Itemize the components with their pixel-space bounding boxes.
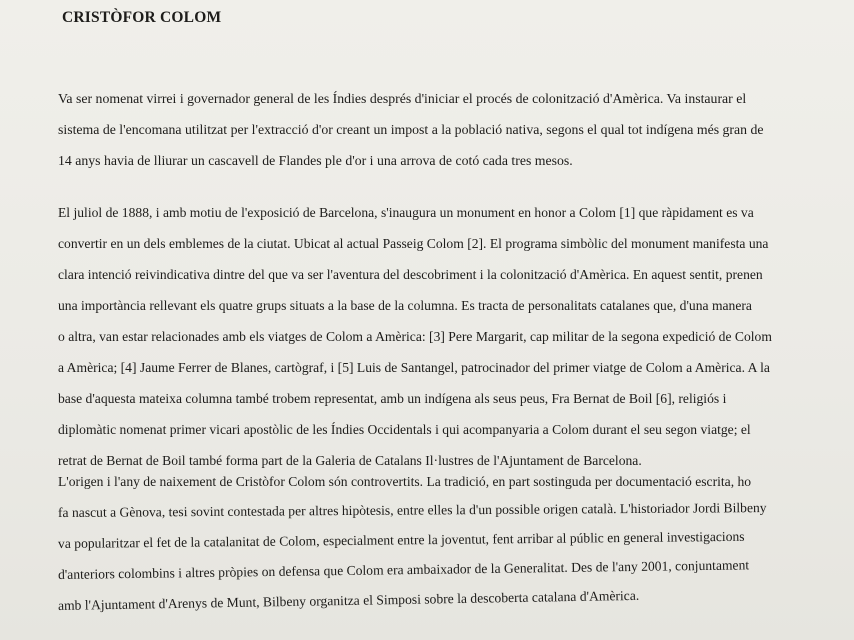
text-line: convertir en un dels emblemes de la ciutat. Ubicat al actual Passeig Colom [2]. El programa simbòlic del monument manifesta una <box>58 236 769 251</box>
paragraph-2 <box>58 197 848 476</box>
text-line: clara intenció reivindicativa dintre del que va ser l'aventura del descobriment i la colonització d'Amèrica. En aquest sentit, prenen <box>58 267 763 282</box>
document-title: CRISTÒFOR COLOM <box>62 9 222 26</box>
text-line: o altra, van estar relacionades amb els viatges de Colom a Amèrica: [3] Pere Margarit, cap militar de la segona expedició de Colom <box>58 329 772 344</box>
text-line: fa nascut a Gènova, tesi sovint contestada per altres hipòtesis, entre elles la d'un possible origen català. L'historiador Jordi Bilbeny <box>57 500 767 520</box>
text-line: L'origen i l'any de naixement de Cristòfor Colom són controvertits. La tradició, en part sostinguda per documentació escrita, ho <box>58 474 752 489</box>
paragraph-1 <box>58 83 848 176</box>
paragraph-3 <box>58 466 848 621</box>
text-line: amb l'Ajuntament d'Arenys de Munt, Bilbeny organitza el Simposi sobre la descoberta catalana d'Amèrica. <box>57 587 640 613</box>
text-line: 14 anys havia de lliurar un cascavell de Flandes ple d'or i una arrova de cotó cada tres mesos. <box>58 153 573 168</box>
text-line: Va ser nomenat virrei i governador general de les Índies després d'iniciar el procés de colonització d'Amèrica. Va instaurar el <box>58 91 747 106</box>
text-line: sistema de l'encomana utilitzat per l'extracció d'or creant un impost a la població nativa, segons el qual tot indígena més gran de <box>58 122 764 137</box>
text-line: una importància rellevant els quatre grups situats a la base de la columna. Es tracta de personalitats catalanes que, d'una manera <box>58 298 752 313</box>
text-line: d'anteriors colombins i altres pròpies on defensa que Colom era ambaixador de la Generalitat. Des de l'any 2001, conjuntament <box>57 557 750 582</box>
text-line: a Amèrica; [4] Jaume Ferrer de Blanes, cartògraf, i [5] Luis de Santangel, patrocinador del primer viatge de Colom a Amèrica. A la <box>58 360 770 375</box>
text-line: retrat de Bernat de Boil també forma part de la Galeria de Catalans Il·lustres de l'Ajuntament de Barcelona. <box>58 453 642 468</box>
text-line: va popularitzar el fet de la catalanitat de Colom, especialment entre la joventut, fent arribar al públic en general investigacions <box>57 528 745 551</box>
text-line: diplomàtic nomenat primer vicari apostòlic de les Índies Occidentals i qui acompanyaria a Colom durant el seu segon viatge; el <box>58 422 751 437</box>
text-line: base d'aquesta mateixa columna també trobem representat, amb un indígena als seus peus, Fra Bernat de Boil [6], religiós i <box>58 391 727 406</box>
text-line: El juliol de 1888, i amb motiu de l'exposició de Barcelona, s'inaugura un monument en honor a Colom [1] que ràpidament es va <box>58 205 754 220</box>
